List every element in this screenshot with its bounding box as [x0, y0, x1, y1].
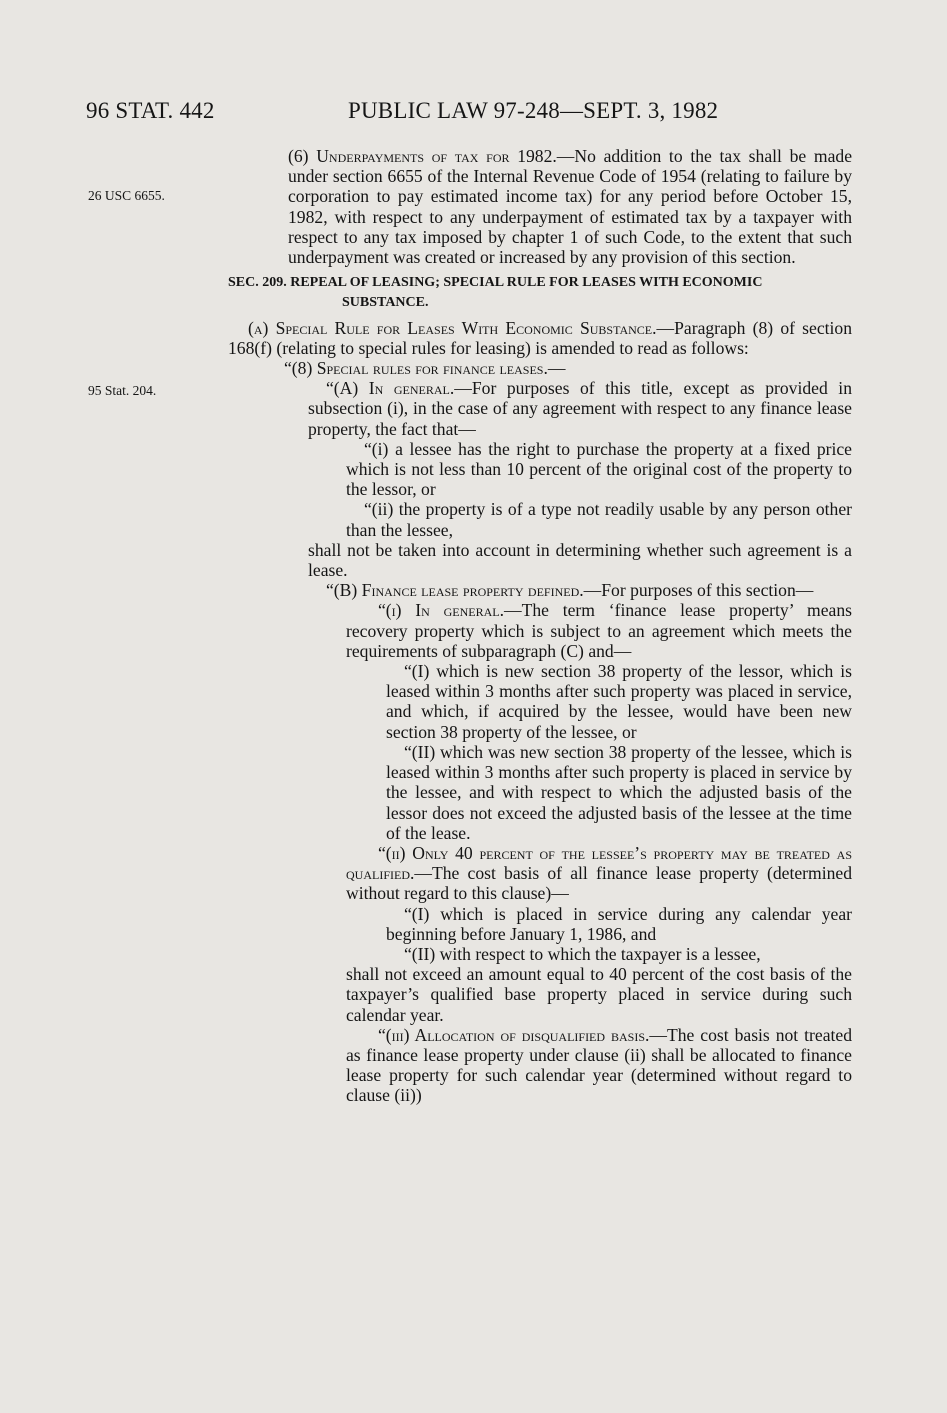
clause-b-i-text: —The term ‘finance lease property’ means recovery property which is subject to an agreement which meets the requirements of subparagraph (C) and—: [346, 600, 852, 661]
page-number-header: 96 STAT. 442: [86, 98, 215, 123]
clause-b-iii: [228, 1025, 852, 1106]
subparagraph-a-tail: shall not be taken into account in determining whether such agreement is a lease.: [308, 539, 852, 581]
subparagraph-b-heading: “(B) Finance lease property defined.: [326, 580, 584, 601]
subsection-a: [228, 318, 852, 358]
clause-b-ii-tail: shall not exceed an amount equal to 40 percent of the cost basis of the taxpayer’s qualified base property placed in service during such calendar year.: [346, 964, 852, 1025]
clause-b-ii-heading: “(ii) Only 40 percent of the lessee’s property may be treated as qualified.: [346, 842, 852, 884]
subclause-b-ii-I: “(I) which is placed in service during any calendar year beginning before January 1, 1986, and: [386, 903, 852, 944]
running-header: PUBLIC LAW 97-248—SEPT. 3, 1982: [348, 98, 719, 123]
clause-a-i: “(i) a lessee has the right to purchase the property at a fixed price which is not less than 10 percent of the original cost of the property to the lessor, or: [346, 438, 852, 500]
subclause-b-ii-II: “(II) with respect to which the taxpayer is a lessee,: [404, 943, 761, 964]
subparagraph-b: [228, 580, 852, 600]
clause-b-iii-heading: “(iii) Allocation of disqualified basis.: [378, 1024, 650, 1045]
paragraph-6-heading: (6) Underpayments of tax for 1982.: [288, 146, 557, 166]
paragraph-8-text: —: [547, 358, 566, 379]
document-body: [228, 146, 852, 1106]
margin-note-stat: 95 Stat. 204.: [88, 383, 157, 398]
margin-note-usc: 26 USC 6655.: [88, 188, 165, 203]
subparagraph-a-text: —For purposes of this title, except as provided in subsection (i), in the case of any agreement with respect to any finance lease property, the fact that—: [308, 378, 852, 439]
subclause-b-i-II: “(II) which was new section 38 property of the lessee, which is leased within 3 months after such property is placed in service by the lessee, and with respect to which the adjusted basis of the lessor does not exceed the adjusted basis of the lessee at the time of the lease.: [386, 741, 852, 843]
clause-b-ii-text: —The cost basis of all finance lease property (determined without regard to this clause)—: [346, 863, 852, 904]
subparagraph-a: [228, 378, 852, 439]
subsection-a-text: —Paragraph (8) of section 168(f) (relating to special rules for leasing) is amended to read as follows:: [228, 317, 852, 358]
paragraph-8-heading: “(8) Special rules for finance leases.: [284, 358, 548, 379]
paragraph-8: [228, 358, 852, 378]
clause-b-ii: [228, 843, 852, 904]
clause-b-i-heading: “(i) In general.: [378, 600, 504, 621]
section-209-heading: SEC. 209. REPEAL OF LEASING; SPECIAL RULE FOR LEASES WITH ECONOMIC SUBSTANCE.: [228, 275, 763, 311]
clause-b-iii-text: —The cost basis not treated as finance lease property under clause (ii) shall be allocated to finance lease property for such calendar year (determined without regard to clause (ii)): [346, 1024, 852, 1106]
subclause-b-i-I: “(I) which is new section 38 property of the lessor, which is leased within 3 months after such property was placed in service, and which, if acquired by the lessee, would have been new section 38 property of the lessee, or: [386, 661, 852, 742]
paragraph-6-text: —No addition to the tax shall be made under section 6655 of the Internal Revenue Code of 1954 (relating to failure by corporation to pay estimated income tax) for any period before October 15, 1982, with respect to any underpayment of estimated tax by a taxpayer with respect to any tax imposed by chapter 1 of such Code, to the extent that such underpayment was created or increased by any provision of this section.: [288, 146, 853, 268]
clause-b-i: [228, 600, 852, 661]
subparagraph-b-text: —For purposes of this section—: [583, 580, 814, 601]
paragraph-6: [228, 146, 852, 267]
subsection-a-heading: (a) Special Rule for Leases With Economic Substance.: [248, 317, 657, 338]
subparagraph-a-heading: “(A) In general.: [326, 378, 455, 399]
clause-a-ii: “(ii) the property is of a type not readily usable by any person other than the lessee,: [346, 499, 852, 540]
